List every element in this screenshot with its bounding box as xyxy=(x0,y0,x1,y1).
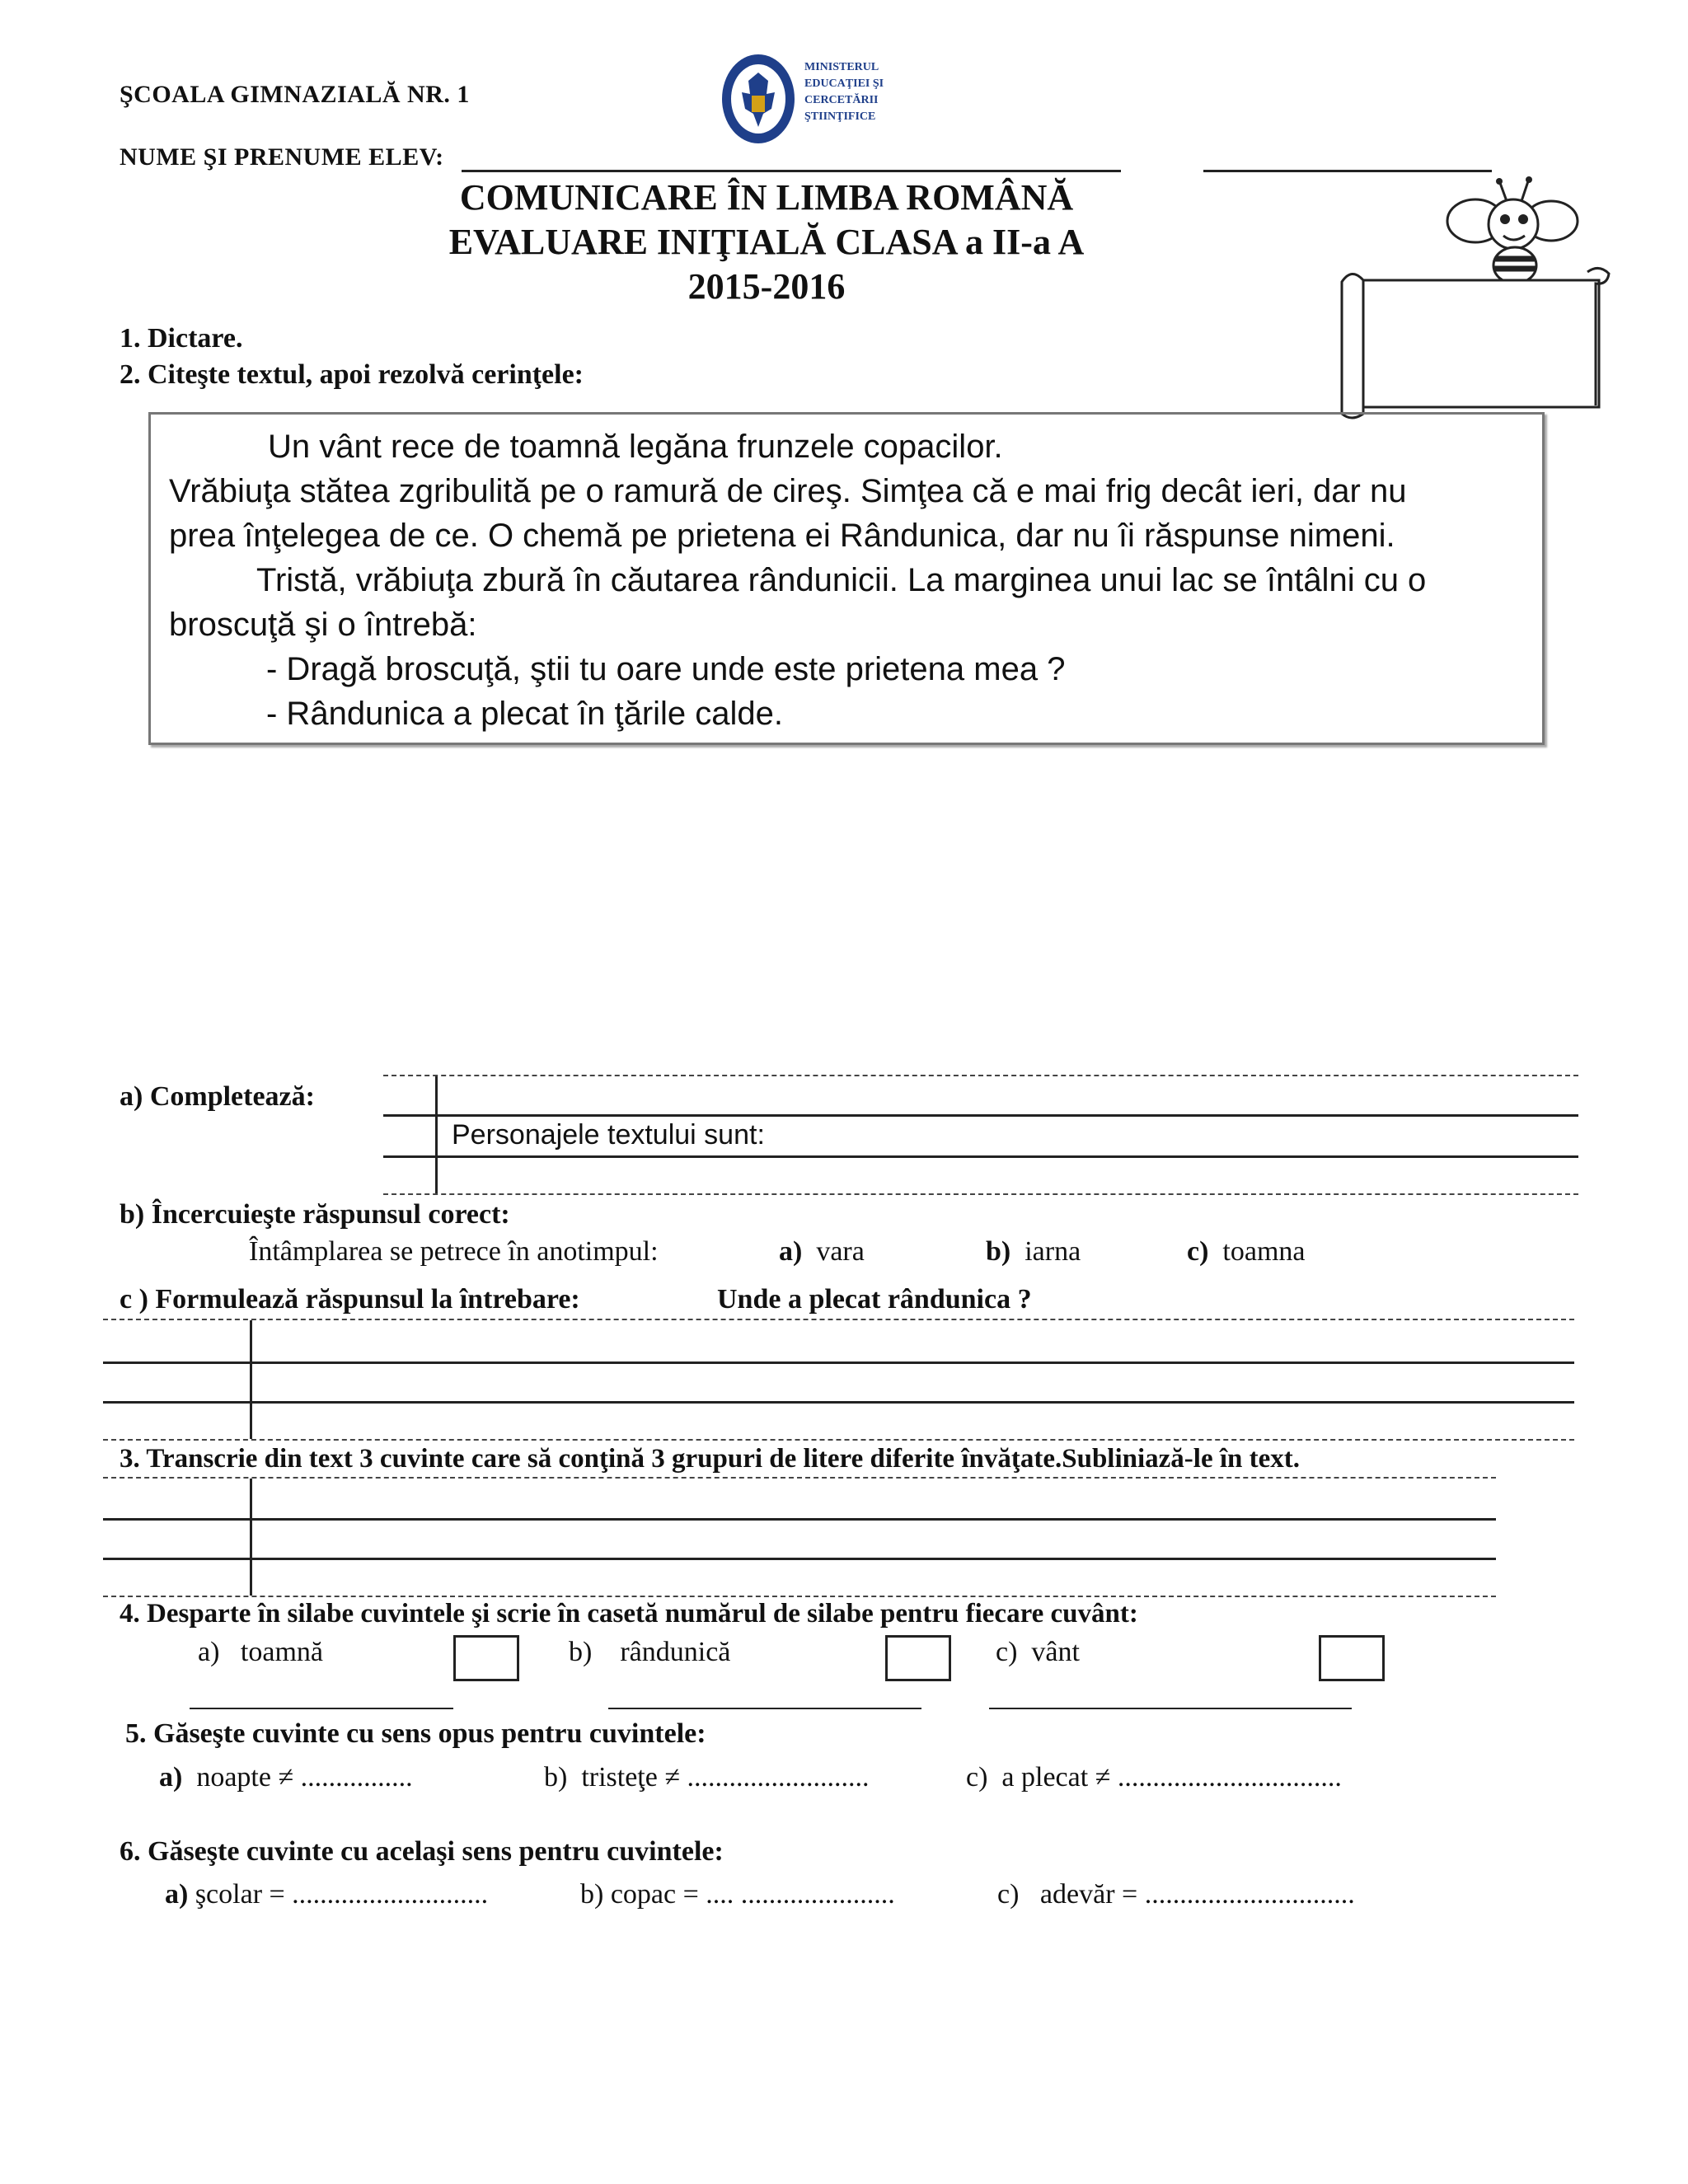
qc-line-2 xyxy=(103,1401,1574,1404)
q4-box-a[interactable] xyxy=(453,1635,519,1681)
grade-scroll-box xyxy=(1335,264,1615,420)
qa-line-2 xyxy=(383,1155,1578,1158)
story-box xyxy=(148,412,1545,745)
student-name-line xyxy=(462,170,1121,172)
story-dialog-2: - Rândunica a plecat în ţările calde. xyxy=(266,696,784,732)
logo-line-2: EDUCAŢIEI ŞI xyxy=(804,77,884,90)
qa-margin xyxy=(435,1076,438,1193)
question-a-label: a) Completează: xyxy=(120,1081,315,1112)
qc-margin xyxy=(250,1320,252,1439)
question-1: 1. Dictare. xyxy=(120,323,243,354)
q4-box-c[interactable] xyxy=(1319,1635,1385,1681)
question-6: 6. Găseşte cuvinte cu acelaşi sens pentru cuvintele: xyxy=(120,1836,724,1867)
question-b-label: b) Încercuieşte răspunsul corect: xyxy=(120,1199,510,1230)
qb-option-a[interactable]: a) vara xyxy=(779,1236,865,1267)
qc-dash-top xyxy=(103,1319,1574,1320)
question-2: 2. Citeşte textul, apoi rezolvă cerinţele: xyxy=(120,359,584,390)
qb-option-b[interactable]: b) iarna xyxy=(986,1236,1081,1267)
q6-item-c: c) adevăr = .............................. xyxy=(997,1879,1355,1910)
q5-item-a: a) noapte ≠ ................ xyxy=(159,1762,413,1793)
logo-line-1: MINISTERUL xyxy=(804,61,879,73)
question-c-label: c ) Formulează răspunsul la întrebare: xyxy=(120,1284,580,1315)
q4-line-c xyxy=(989,1708,1352,1709)
school-name: ŞCOALA GIMNAZIALĂ NR. 1 xyxy=(120,81,470,108)
q3-line-1 xyxy=(103,1518,1496,1521)
story-line-2: Vrăbiuţa stătea zgribulită pe o ramură de cireş. Simţea că e mai frig decât ieri, dar nu xyxy=(169,473,1407,509)
q5-item-c: c) a plecat ≠ ................................ xyxy=(966,1762,1342,1793)
question-5: 5. Găseşte cuvinte cu sens opus pentru cuvintele: xyxy=(125,1718,706,1749)
qc-line-1 xyxy=(103,1361,1574,1364)
ministry-logo xyxy=(719,51,892,150)
q3-margin xyxy=(250,1479,252,1596)
story-line-3: prea înţelegea de ce. O chemă pe prietena ei Rândunica, dar nu îi răspunse nimeni. xyxy=(169,518,1395,554)
q4-item-c: c) vânt xyxy=(996,1637,1080,1667)
story-line-1: Un vânt rece de toamnă legăna frunzele copacilor. xyxy=(268,429,1003,465)
student-name-label: NUME ŞI PRENUME ELEV: xyxy=(120,143,444,171)
story-line-5: broscuţă şi o întrebă: xyxy=(169,607,477,643)
qa-line-1 xyxy=(383,1114,1578,1117)
question-c-question: Unde a plecat rândunica ? xyxy=(717,1284,1032,1315)
scroll-icon xyxy=(1335,264,1615,420)
title-line-3: 2015-2016 xyxy=(687,266,846,307)
q4-line-a xyxy=(190,1708,453,1709)
q6-item-a: a) şcolar = ............................ xyxy=(165,1879,489,1910)
q4-item-b: b) rândunică xyxy=(569,1637,731,1667)
ministry-seal-icon xyxy=(719,51,801,147)
title-line-2: EVALUARE INIŢIALĂ CLASA a II-a A xyxy=(448,222,1085,262)
qa-dash-top xyxy=(383,1075,1578,1076)
question-3: 3. Transcrie din text 3 cuvinte care să conţină 3 grupuri de litere diferite învăţate.Subliniază-le în text. xyxy=(120,1444,1301,1474)
q3-dash-top xyxy=(103,1477,1496,1479)
qa-dash-bottom xyxy=(383,1193,1578,1195)
q4-item-a: a) toamnă xyxy=(198,1637,323,1667)
q3-line-2 xyxy=(103,1558,1496,1560)
grade-line xyxy=(1203,170,1492,172)
qc-dash-bottom xyxy=(103,1439,1574,1441)
story-line-4: Tristă, vrăbiuţa zbură în căutarea rândunicii. La marginea unui lac se întâlni cu o xyxy=(256,562,1427,598)
q3-dash-bottom xyxy=(103,1596,1496,1597)
question-4: 4. Desparte în silabe cuvintele şi scrie în casetă numărul de silabe pentru fiecare cuvânt: xyxy=(120,1599,1138,1629)
q5-item-b: b) tristeţe ≠ .......................... xyxy=(544,1762,870,1793)
qa-prompt: Personajele textului sunt: xyxy=(452,1119,765,1151)
logo-line-3: CERCETĂRII xyxy=(804,94,879,106)
q4-line-b xyxy=(608,1708,921,1709)
qb-option-c[interactable]: c) toamna xyxy=(1187,1236,1306,1267)
story-dialog-1: - Dragă broscuţă, ştii tu oare unde este prietena mea ? xyxy=(266,651,1066,687)
logo-line-4: ŞTIINŢIFICE xyxy=(804,110,876,123)
q6-item-b: b) copac = .... ...................... xyxy=(580,1879,895,1910)
title-line-1: COMUNICARE ÎN LIMBA ROMÂNĂ xyxy=(459,177,1074,218)
q4-box-b[interactable] xyxy=(885,1635,951,1681)
qb-statement: Întâmplarea se petrece în anotimpul: xyxy=(249,1236,659,1267)
